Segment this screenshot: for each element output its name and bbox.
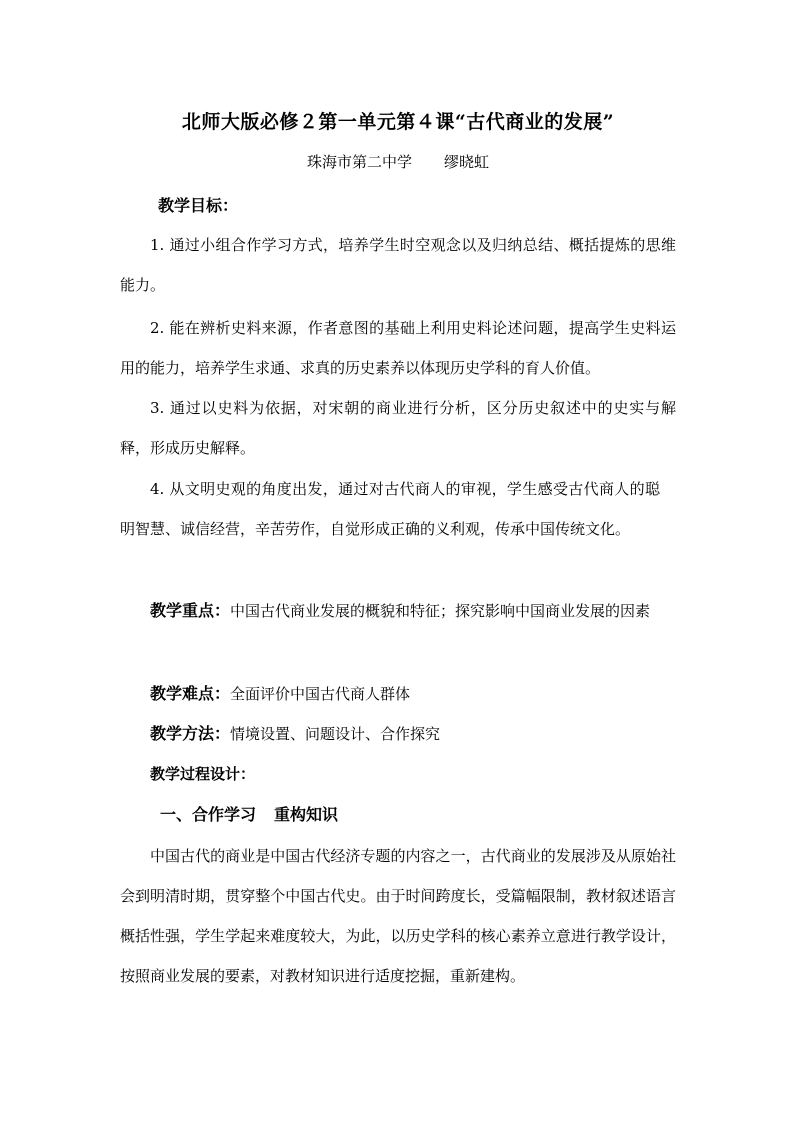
difficulties — [120, 674, 676, 714]
methods-text: 情境设置、问题设计、合作探究 — [230, 725, 441, 743]
author-name: 缪晓虹 — [444, 153, 490, 171]
objective-item-3: 3. 通过以史料为依据，对宋朝的商业进行分析，区分历史叙述中的史实与解释，形成历史解释。 — [120, 399, 676, 457]
objective-item-4: 4. 从文明史观的角度出发，通过对古代商人的审视，学生感受古代商人的聪明智慧、诚信经营，辛苦劳作，自觉形成正确的义利观，传承中国传统文化。 — [120, 480, 660, 538]
document-title: 北师大版必修２第一单元第４课“古代商业的发展” — [181, 111, 615, 133]
part1-heading — [160, 802, 338, 825]
objective-item-1: 1. 通过小组合作学习方式，培养学生时空观念以及归纳总结、概括提炼的思维能力。 — [120, 236, 676, 294]
part1-number: 一、合作学习 — [160, 805, 257, 824]
part1-title: 重构知识 — [274, 805, 339, 824]
objectives-heading: 教学目标： — [158, 196, 239, 215]
key-points-label: 教学重点： — [150, 601, 231, 620]
methods-label: 教学方法： — [150, 724, 231, 743]
school-name: 珠海市第二中学 — [306, 153, 412, 171]
part1-paragraph: 中国古代的商业是中国古代经济专题的内容之一，古代商业的发展涉及从原始社会到明清时期，贯穿整个中国古代史。由于时间跨度长，受篇幅限制，教材叙述语言概括性强，学生学起来难度较大，为此，以历史学科的核心素养立意进行教学设计，按照商业发展的要素，对教材知识进行适度挖掘，重新建构。 — [120, 847, 676, 985]
difficulties-label: 教学难点： — [150, 684, 231, 703]
key-points — [120, 591, 676, 631]
objective-item-2: 2. 能在辨析史料来源，作者意图的基础上利用史料论述问题，提高学生史料运用的能力，培养学生求通、求真的历史素养以体现历史学科的育人价值。 — [120, 319, 676, 377]
methods — [120, 714, 676, 754]
key-points-text: 中国古代商业发展的概貌和特征；探究影响中国商业发展的因素 — [230, 602, 651, 620]
difficulties-text: 全面评价中国古代商人群体 — [230, 685, 411, 703]
author-line — [120, 151, 676, 172]
process-heading: 教学过程设计： — [150, 765, 256, 783]
